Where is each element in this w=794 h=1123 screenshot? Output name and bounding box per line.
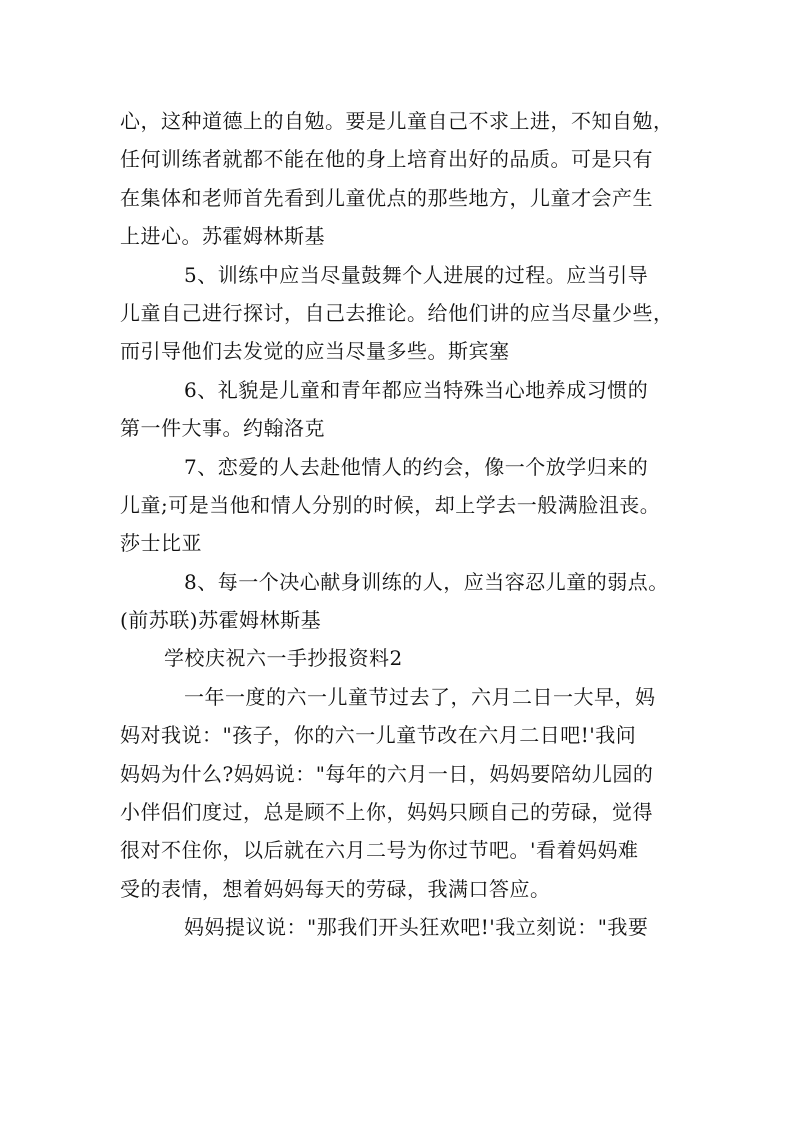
paragraph-continued bbox=[120, 102, 680, 256]
text-line: 儿童自己进行探讨，自己去推论。给他们讲的应当尽量少些， bbox=[120, 300, 674, 325]
text-line: 妈妈提议说："那我们开头狂欢吧!'我立刻说："我要 bbox=[184, 915, 649, 940]
text-line: 妈妈为什么?妈妈说："每年的六月一日，妈妈要陪幼儿园的 bbox=[120, 761, 654, 786]
text-line: 儿童;可是当他和情人分别的时候，却上学去一般满脸沮丧。 bbox=[120, 492, 661, 517]
text-line: 受的表情，想着妈妈每天的劳碌，我满口答应。 bbox=[120, 876, 551, 901]
quote-item-6 bbox=[120, 371, 680, 448]
text-line: 7、恋爱的人去赴他情人的约会，像一个放学归来的 bbox=[184, 454, 649, 479]
text-line: 心，这种道德上的自勉。要是儿童自己不求上进，不知自勉， bbox=[120, 109, 674, 133]
text-line: 小伴侣们度过，总是顾不上你，妈妈只顾自己的劳碌，觉得 bbox=[120, 800, 653, 825]
section-heading: 学校庆祝六一手抄报资料2 bbox=[164, 646, 403, 671]
text-line: 第一件大事。约翰洛克 bbox=[120, 416, 325, 441]
quote-item-5 bbox=[120, 256, 680, 371]
text-line: 6、礼貌是儿童和青年都应当特殊当心地养成习惯的 bbox=[184, 377, 649, 402]
text-line: 任何训练者就都不能在他的身上培育出好的品质。可是只有 bbox=[120, 147, 653, 172]
story-paragraph-1 bbox=[120, 678, 680, 908]
text-line: 一年一度的六一儿童节过去了，六月二日一大早，妈 bbox=[184, 684, 656, 709]
text-line: 上进心。苏霍姆林斯基 bbox=[120, 224, 325, 249]
text-line: 而引导他们去发觉的应当尽量多些。斯宾塞 bbox=[120, 339, 510, 364]
text-line: 妈对我说："孩子，你的六一儿童节改在六月二日吧!'我问 bbox=[120, 723, 637, 748]
text-line: 很对不住你，以后就在六月二号为你过节吧。'看着妈妈难 bbox=[120, 838, 639, 863]
text-line: 莎士比亚 bbox=[120, 531, 202, 556]
quote-item-7 bbox=[120, 448, 680, 563]
quote-item-8 bbox=[120, 563, 680, 640]
text-line: 8、每一个决心献身训练的人，应当容忍儿童的弱点。 bbox=[184, 569, 669, 594]
story-paragraph-2 bbox=[120, 908, 680, 946]
text-line: 在集体和老师首先看到儿童优点的那些地方，儿童才会产生 bbox=[120, 185, 653, 210]
text-line: (前苏联)苏霍姆林斯基 bbox=[120, 608, 322, 633]
document-body bbox=[120, 102, 680, 947]
text-line: 5、训练中应当尽量鼓舞个人进展的过程。应当引导 bbox=[184, 262, 649, 287]
